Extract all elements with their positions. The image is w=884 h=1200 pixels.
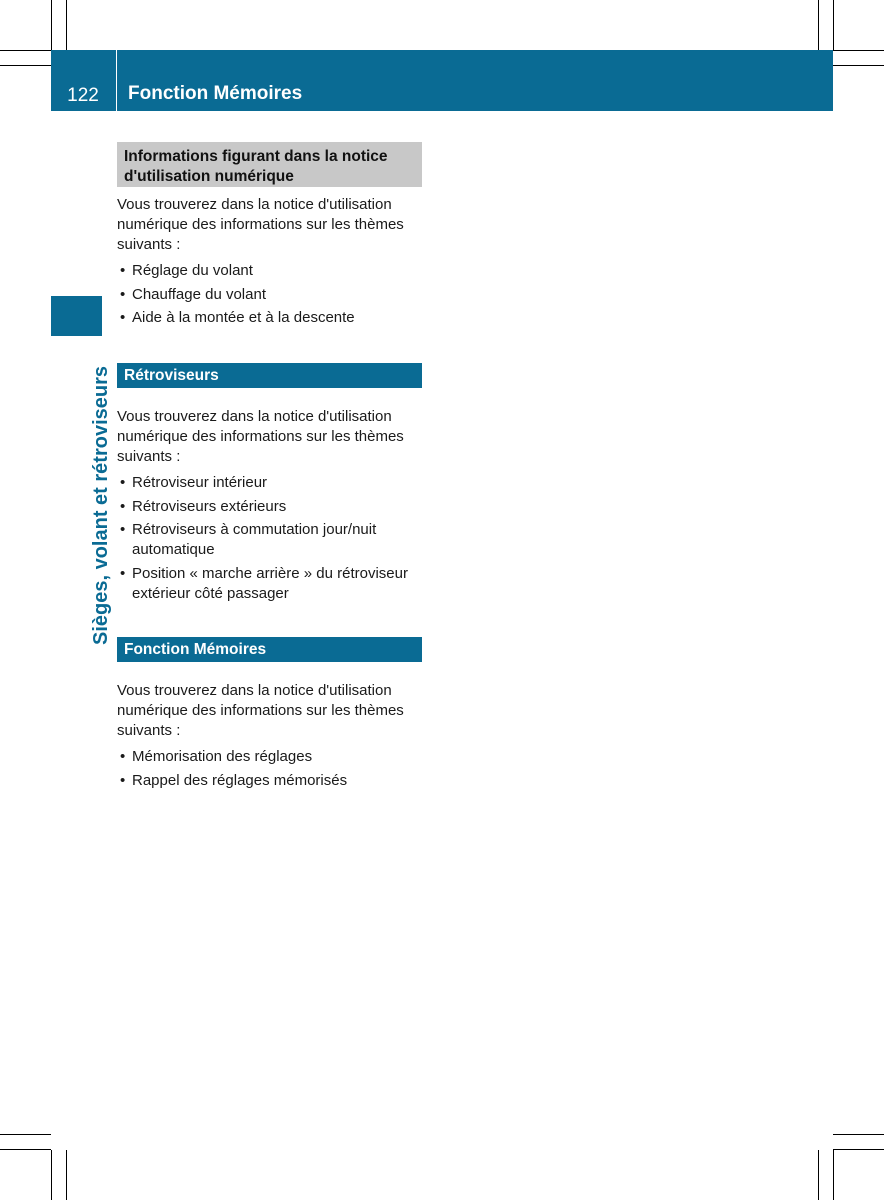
list-item: [117, 771, 422, 791]
topic-list: [117, 261, 422, 332]
section-intro: Vous trouverez dans la notice d'utilisation numérique des informations sur les thèmes suivants :: [117, 408, 404, 465]
crop-mark: [0, 1149, 51, 1150]
crop-mark: [833, 65, 884, 66]
list-item-text: Chauffage du volant: [132, 285, 266, 303]
bullet: •: [120, 262, 126, 279]
bullet: •: [120, 285, 126, 303]
page-number-text: 122: [67, 85, 99, 106]
section-heading-mirrors: Rétroviseurs: [117, 363, 422, 388]
section-heading-digital-manual: Informations figurant dans la notice d'utilisation numérique: [117, 142, 422, 187]
bullet: •: [120, 497, 126, 515]
list-item-text: Rétroviseurs à commutation jour/nuit automatique: [132, 521, 377, 558]
list-item: [117, 520, 422, 560]
list-item-text: Réglage du volant: [132, 262, 253, 279]
section-intro: Vous trouverez dans la notice d'utilisation numérique des informations sur les thèmes suivants :: [117, 682, 404, 739]
list-item: [117, 564, 422, 604]
list-item: [117, 308, 422, 328]
list-item-text: Mémorisation des réglages: [132, 748, 313, 765]
crop-mark: [66, 0, 67, 50]
topic-list: [117, 473, 422, 607]
list-item: [117, 747, 422, 767]
crop-mark: [66, 1150, 67, 1200]
crop-mark: [833, 1134, 884, 1135]
bullet: •: [120, 564, 126, 582]
section-intro: Vous trouverez dans la notice d'utilisation numérique des informations sur les thèmes suivants :: [117, 196, 404, 253]
crop-mark: [833, 0, 834, 50]
bullet: •: [120, 521, 126, 538]
bullet: •: [120, 771, 126, 789]
list-item-text: Rétroviseur intérieur: [132, 474, 268, 491]
chapter-label: Sièges, volant et rétroviseurs: [90, 365, 112, 645]
crop-mark: [833, 50, 884, 51]
list-item-text: Rétroviseurs extérieurs: [132, 497, 287, 515]
topic-list: [117, 747, 422, 794]
list-item-text: Rappel des réglages mémorisés: [132, 771, 348, 789]
bullet: •: [120, 474, 126, 491]
list-item-text: Position « marche arrière » du rétroviseur extérieur côté passager: [132, 564, 408, 602]
list-item: [117, 261, 422, 281]
list-item: [117, 473, 422, 493]
crop-mark: [0, 65, 51, 66]
page-title: Fonction Mémoires: [128, 83, 303, 104]
header-divider: [116, 50, 117, 111]
crop-mark: [833, 1150, 834, 1200]
page-number: [53, 50, 113, 111]
crop-mark: [51, 1150, 52, 1200]
list-item-text: Aide à la montée et à la descente: [132, 309, 355, 326]
crop-mark: [0, 50, 51, 51]
bullet: •: [120, 309, 126, 326]
section-heading-memory-function: Fonction Mémoires: [117, 637, 422, 662]
crop-mark: [833, 1149, 884, 1150]
crop-mark: [51, 0, 52, 50]
chapter-tab: [51, 296, 102, 336]
list-item: [117, 285, 422, 305]
bullet: •: [120, 748, 126, 765]
list-item: [117, 497, 422, 517]
crop-mark: [818, 1150, 819, 1200]
crop-mark: [818, 0, 819, 50]
crop-mark: [0, 1134, 51, 1135]
